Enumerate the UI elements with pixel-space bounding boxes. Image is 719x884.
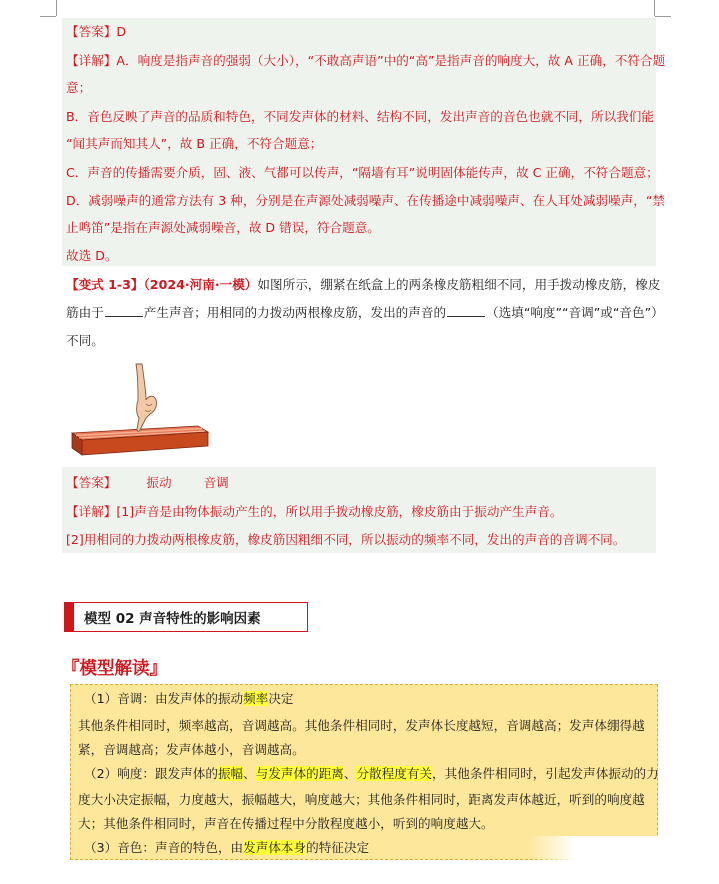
answer-value: 音调	[203, 475, 229, 490]
reading-line: 度大小决定振幅，力度越大，振幅越大，响度越大；其他条件相同时，距离发声体越近，听到的响度越	[78, 792, 645, 807]
answer-line	[66, 474, 229, 492]
model-reading-title: 『模型解读』	[62, 659, 167, 679]
highlight: 发声体本身	[243, 840, 307, 855]
detail-line: C．声音的传播需要介质，固、液、气都可以传声，“隔墙有耳”说明固体能传声，故 C 正确，不符合题意；	[66, 165, 659, 180]
answer-blank	[447, 305, 485, 317]
question-tag: 【变式 1-3】（2024·河南·一模）	[66, 277, 258, 292]
question-text: 产生声音；用相同的力拨动两根橡皮筋，发出的声音的	[143, 305, 447, 320]
crop-mark	[40, 16, 56, 17]
model-heading: 模型 02 声音特性的影响因素	[84, 611, 261, 627]
detail-line: 止鸣笛”是指在声源处减弱噪音，故 D 错误，符合题意。	[66, 220, 380, 235]
detail-line: D．减弱噪声的通常方法有 3 种，分别是在声源处减弱噪声、在传播途中减弱噪声、在人耳处减弱噪声，“禁	[66, 193, 665, 208]
answer-blank	[105, 305, 143, 317]
question-line-1	[66, 276, 660, 294]
question-text: 如图所示，绷紧在纸盒上的两条橡皮筋粗细不同，用手拨动橡皮筋，橡皮	[257, 277, 661, 292]
rubber-band-box-figure	[62, 360, 212, 460]
crop-mark	[655, 16, 671, 17]
answer-line: 【答案】D	[66, 24, 127, 39]
question-text: 筋由于	[66, 305, 104, 320]
reading-line: （3）音色：声音的特色，由发声体本身的特征决定	[84, 840, 370, 855]
detail-line: 【详解】A．响度是指声音的强弱（大小），“不敢高声语”中的“高”是指声音的响度大，故 A 正确，不符合题	[66, 53, 666, 68]
answer-value: 振动	[146, 475, 172, 490]
detail-line: B．音色反映了声音的品质和特色，不同发声体的材料、结构不同，发出声音的音色也就不同，所以我们能	[66, 109, 654, 124]
question-text: （选填“响度”“音调”或“音色”）	[486, 305, 664, 320]
highlight: 振幅	[217, 766, 244, 781]
detail-line: [2]用相同的力拨动两根橡皮筋，橡皮筋因粗细不同，所以振动的频率不同，发出的声音的音调不同。	[66, 532, 626, 547]
fade-overlay	[528, 836, 688, 862]
detail-line: “闻其声而知其人”，故 B 正确，不符合题意；	[66, 136, 323, 151]
reading-line: 其他条件相同时，频率越高，音调越高。其他条件相同时，发声体长度越短，音调越高；发声体绷得越	[78, 718, 645, 733]
model-heading-bar	[64, 602, 74, 632]
answer-label: 【答案】	[66, 475, 117, 490]
crop-mark	[654, 0, 655, 16]
detail-line: 意；	[66, 80, 92, 95]
highlight: 频率	[243, 691, 269, 706]
reading-line: （2）响度：跟发声体的振幅、与发声体的距离、分散程度有关，其他条件相同时，引起发声体振动的力	[84, 766, 659, 781]
detail-line: 故选 D。	[66, 248, 118, 263]
question-line-3: 不同。	[66, 333, 104, 348]
reading-line: 大；其他条件相同时，声音在传播过程中分散程度越小，听到的响度越大。	[78, 816, 494, 831]
hand	[136, 364, 157, 431]
crop-mark	[56, 0, 57, 16]
reading-line: 紧，音调越高；发声体越小，音调越高。	[78, 742, 305, 757]
question-line-2	[66, 304, 664, 322]
highlight: 与发声体的距离	[255, 766, 344, 781]
reading-line: （1）音调：由发声体的振动频率决定	[84, 691, 294, 706]
detail-line: 【详解】[1]声音是由物体振动产生的，所以用手拨动橡皮筋，橡皮筋由于振动产生声音。	[66, 504, 563, 519]
highlight: 分散程度有关	[356, 766, 433, 781]
